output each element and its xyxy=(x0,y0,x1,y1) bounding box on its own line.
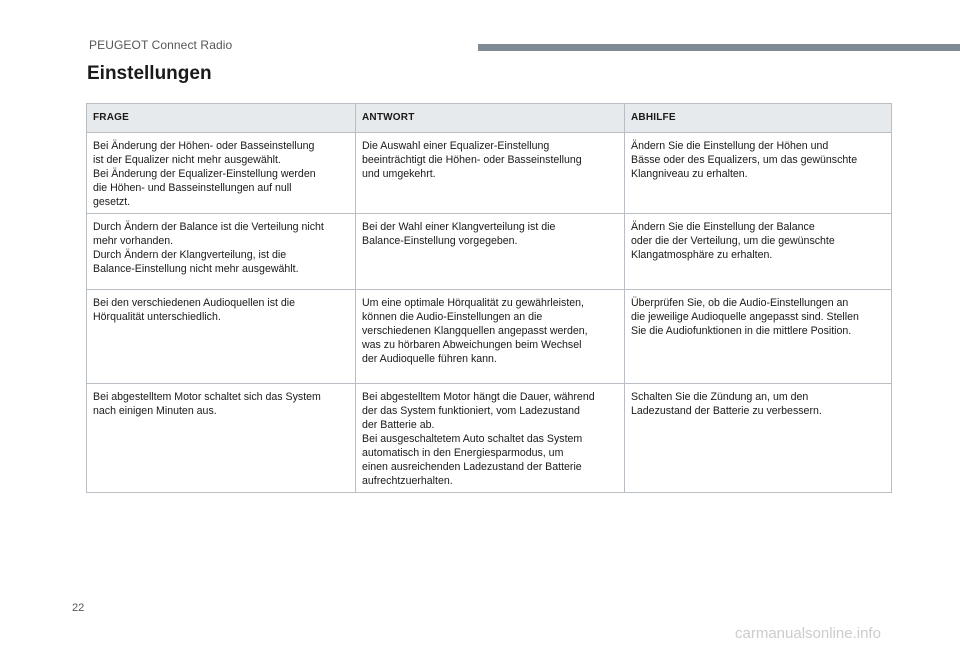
frage-cell xyxy=(87,290,356,384)
table-row xyxy=(87,384,892,493)
cell-text-line: Um eine optimale Hörqualität zu gewährleisten, xyxy=(362,297,584,309)
cell-text-line: Bässe oder des Equalizers, um das gewünschte xyxy=(631,154,858,166)
cell-text-line: gesetzt. xyxy=(93,196,131,208)
cell-text-line: der das System funktioniert, vom Ladezustand xyxy=(362,405,580,417)
cell-text-line: beeinträchtigt die Höhen- oder Basseinstellung xyxy=(362,154,582,166)
cell-text-line: Bei der Wahl einer Klangverteilung ist die xyxy=(362,221,556,233)
cell-text-line: Ändern Sie die Einstellung der Balance xyxy=(631,221,815,233)
frage-cell xyxy=(87,133,356,214)
cell-text-line: Klangniveau zu erhalten. xyxy=(631,168,748,180)
antwort-cell xyxy=(356,133,625,214)
cell-text-line: was zu hörbaren Abweichungen beim Wechsel xyxy=(362,339,582,351)
cell-text-line: Balance-Einstellung nicht mehr ausgewählt. xyxy=(93,263,299,275)
cell-text-line: Bei abgestelltem Motor hängt die Dauer, während xyxy=(362,391,595,403)
cell-text-line: Bei Änderung der Höhen- oder Basseinstellung xyxy=(93,140,315,152)
antwort-cell xyxy=(356,290,625,384)
cell-text-line: Sie die Audiofunktionen in die mittlere Position. xyxy=(631,325,852,337)
running-header-title: PEUGEOT Connect Radio xyxy=(89,38,233,52)
cell-text-line: Überprüfen Sie, ob die Audio-Einstellungen an xyxy=(631,297,849,309)
column-header-frage: FRAGE xyxy=(87,104,356,133)
cell-text-line: die jeweilige Audioquelle angepasst sind. Stellen xyxy=(631,311,859,323)
cell-text-line: Schalten Sie die Zündung an, um den xyxy=(631,391,809,403)
troubleshooting-table xyxy=(86,103,892,493)
cell-text-line: aufrechtzuerhalten. xyxy=(362,475,453,487)
cell-text-line: ist der Equalizer nicht mehr ausgewählt. xyxy=(93,154,281,166)
abhilfe-cell xyxy=(625,214,892,290)
abhilfe-cell xyxy=(625,290,892,384)
cell-text-line: Balance-Einstellung vorgegeben. xyxy=(362,235,518,247)
cell-text-line: oder die der Verteilung, um die gewünschte xyxy=(631,235,835,247)
antwort-cell xyxy=(356,384,625,493)
cell-text-line: Die Auswahl einer Equalizer-Einstellung xyxy=(362,140,550,152)
header-decorative-bar xyxy=(478,44,960,51)
cell-text-line: können die Audio-Einstellungen an die xyxy=(362,311,543,323)
table-row xyxy=(87,133,892,214)
frage-cell xyxy=(87,214,356,290)
abhilfe-cell xyxy=(625,384,892,493)
column-header-abhilfe: ABHILFE xyxy=(625,104,892,133)
cell-text-line: Klangatmosphäre zu erhalten. xyxy=(631,249,773,261)
abhilfe-cell xyxy=(625,133,892,214)
antwort-cell xyxy=(356,214,625,290)
cell-text-line: verschiedenen Klangquellen angepasst werden, xyxy=(362,325,588,337)
cell-text-line: der Audioquelle führen kann. xyxy=(362,353,497,365)
cell-text-line: Bei abgestelltem Motor schaltet sich das System xyxy=(93,391,321,403)
cell-text-line: Durch Ändern der Balance ist die Verteilung nicht xyxy=(93,221,324,233)
table-row xyxy=(87,290,892,384)
page-number: 22 xyxy=(72,602,85,614)
table-row xyxy=(87,214,892,290)
frage-cell xyxy=(87,384,356,493)
column-header-antwort: ANTWORT xyxy=(356,104,625,133)
cell-text-line: einen ausreichenden Ladezustand der Batterie xyxy=(362,461,582,473)
table-header-row xyxy=(87,104,892,133)
cell-text-line: Bei ausgeschaltetem Auto schaltet das System xyxy=(362,433,583,445)
cell-text-line: der Batterie ab. xyxy=(362,419,435,431)
cell-text-line: Durch Ändern der Klangverteilung, ist die xyxy=(93,249,287,261)
cell-text-line: und umgekehrt. xyxy=(362,168,436,180)
cell-text-line: Hörqualität unterschiedlich. xyxy=(93,311,221,323)
cell-text-line: die Höhen- und Basseinstellungen auf null xyxy=(93,182,292,194)
cell-text-line: Ladezustand der Batterie zu verbessern. xyxy=(631,405,822,417)
cell-text-line: Ändern Sie die Einstellung der Höhen und xyxy=(631,140,829,152)
cell-text-line: nach einigen Minuten aus. xyxy=(93,405,217,417)
cell-text-line: mehr vorhanden. xyxy=(93,235,174,247)
cell-text-line: Bei Änderung der Equalizer-Einstellung werden xyxy=(93,168,316,180)
cell-text-line: Bei den verschiedenen Audioquellen ist die xyxy=(93,297,296,309)
watermark: carmanualsonline.info xyxy=(735,625,881,642)
page-title: Einstellungen xyxy=(87,63,212,84)
cell-text-line: automatisch in den Energiesparmodus, um xyxy=(362,447,564,459)
